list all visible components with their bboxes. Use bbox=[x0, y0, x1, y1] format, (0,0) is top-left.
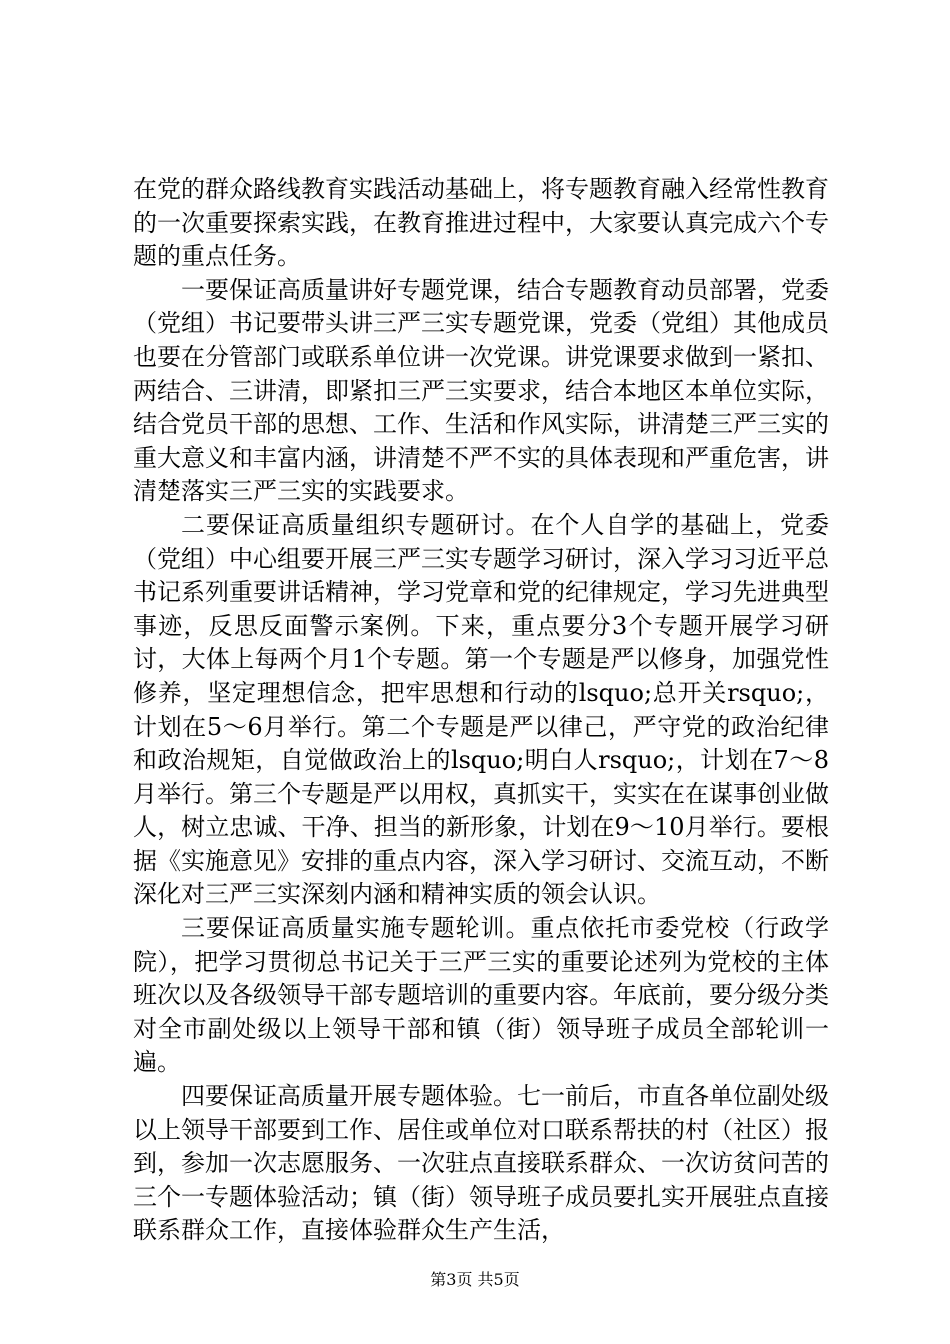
paragraph-4: 三要保证高质量实施专题轮训。重点依托市委党校（行政学院），把学习贯彻总书记关于三严三实的重要论述列为党校的主体班次以及各级领导干部专题培训的重要内容。年底前，要分级分类对全市副处级以上领导干部和镇（街）领导班子成员全部轮训一遍。 bbox=[133, 914, 829, 1077]
page-footer bbox=[0, 1270, 950, 1290]
paragraph-5: 四要保证高质量开展专题体验。七一前后，市直各单位副处级以上领导干部要到工作、居住或单位对口联系帮扶的村（社区）报到，参加一次志愿服务、一次驻点直接联系群众、一次访贫问苦的三个一专题体验活动；镇（街）领导班子成员要扎实开展驻点直接联系群众工作，直接体验群众生产生活， bbox=[133, 1082, 829, 1245]
document-body bbox=[133, 173, 829, 1248]
paragraph-2: 一要保证高质量讲好专题党课，结合专题教育动员部署，党委（党组）书记要带头讲三严三实专题党课，党委（党组）其他成员也要在分管部门或联系单位讲一次党课。讲党课要求做到一紧扣、两结合、三讲清，即紧扣三严三实要求，结合本地区本单位实际，结合党员干部的思想、工作、生活和作风实际，讲清楚三严三实的重大意义和丰富内涵，讲清楚不严不实的具体表现和严重危害，讲清楚落实三严三实的实践要求。 bbox=[133, 275, 829, 506]
paragraph-1: 在党的群众路线教育实践活动基础上，将专题教育融入经常性教育的一次重要探索实践，在教育推进过程中，大家要认真完成六个专题的重点任务。 bbox=[133, 175, 829, 271]
paragraph-3: 二要保证高质量组织专题研讨。在个人自学的基础上，党委（党组）中心组要开展三严三实专题学习研讨，深入学习习近平总书记系列重要讲话精神，学习党章和党的纪律规定，学习先进典型事迹，反思反面警示案例。下来，重点要分3个专题开展学习研讨，大体上每两个月1个专题。第一个专题是严以修身，加强党性修养，坚定理想信念，把牢思想和行动的lsquo;总开关rsquo;，计划在5～6月举行。第二个专题是严以律己，严守党的政治纪律和政治规矩，自觉做政治上的lsquo;明白人rsquo;，计划在7～8月举行。第三个专题是严以用权，真抓实干，实实在在谋事创业做人，树立忠诚、干净、担当的新形象，计划在9～10月举行。要根据《实施意见》安排的重点内容，深入学习研讨、交流互动，不断深化对三严三实深刻内涵和精神实质的领会认识。 bbox=[133, 510, 829, 909]
page-number-label: 第3页 共5页 bbox=[430, 1270, 520, 1289]
